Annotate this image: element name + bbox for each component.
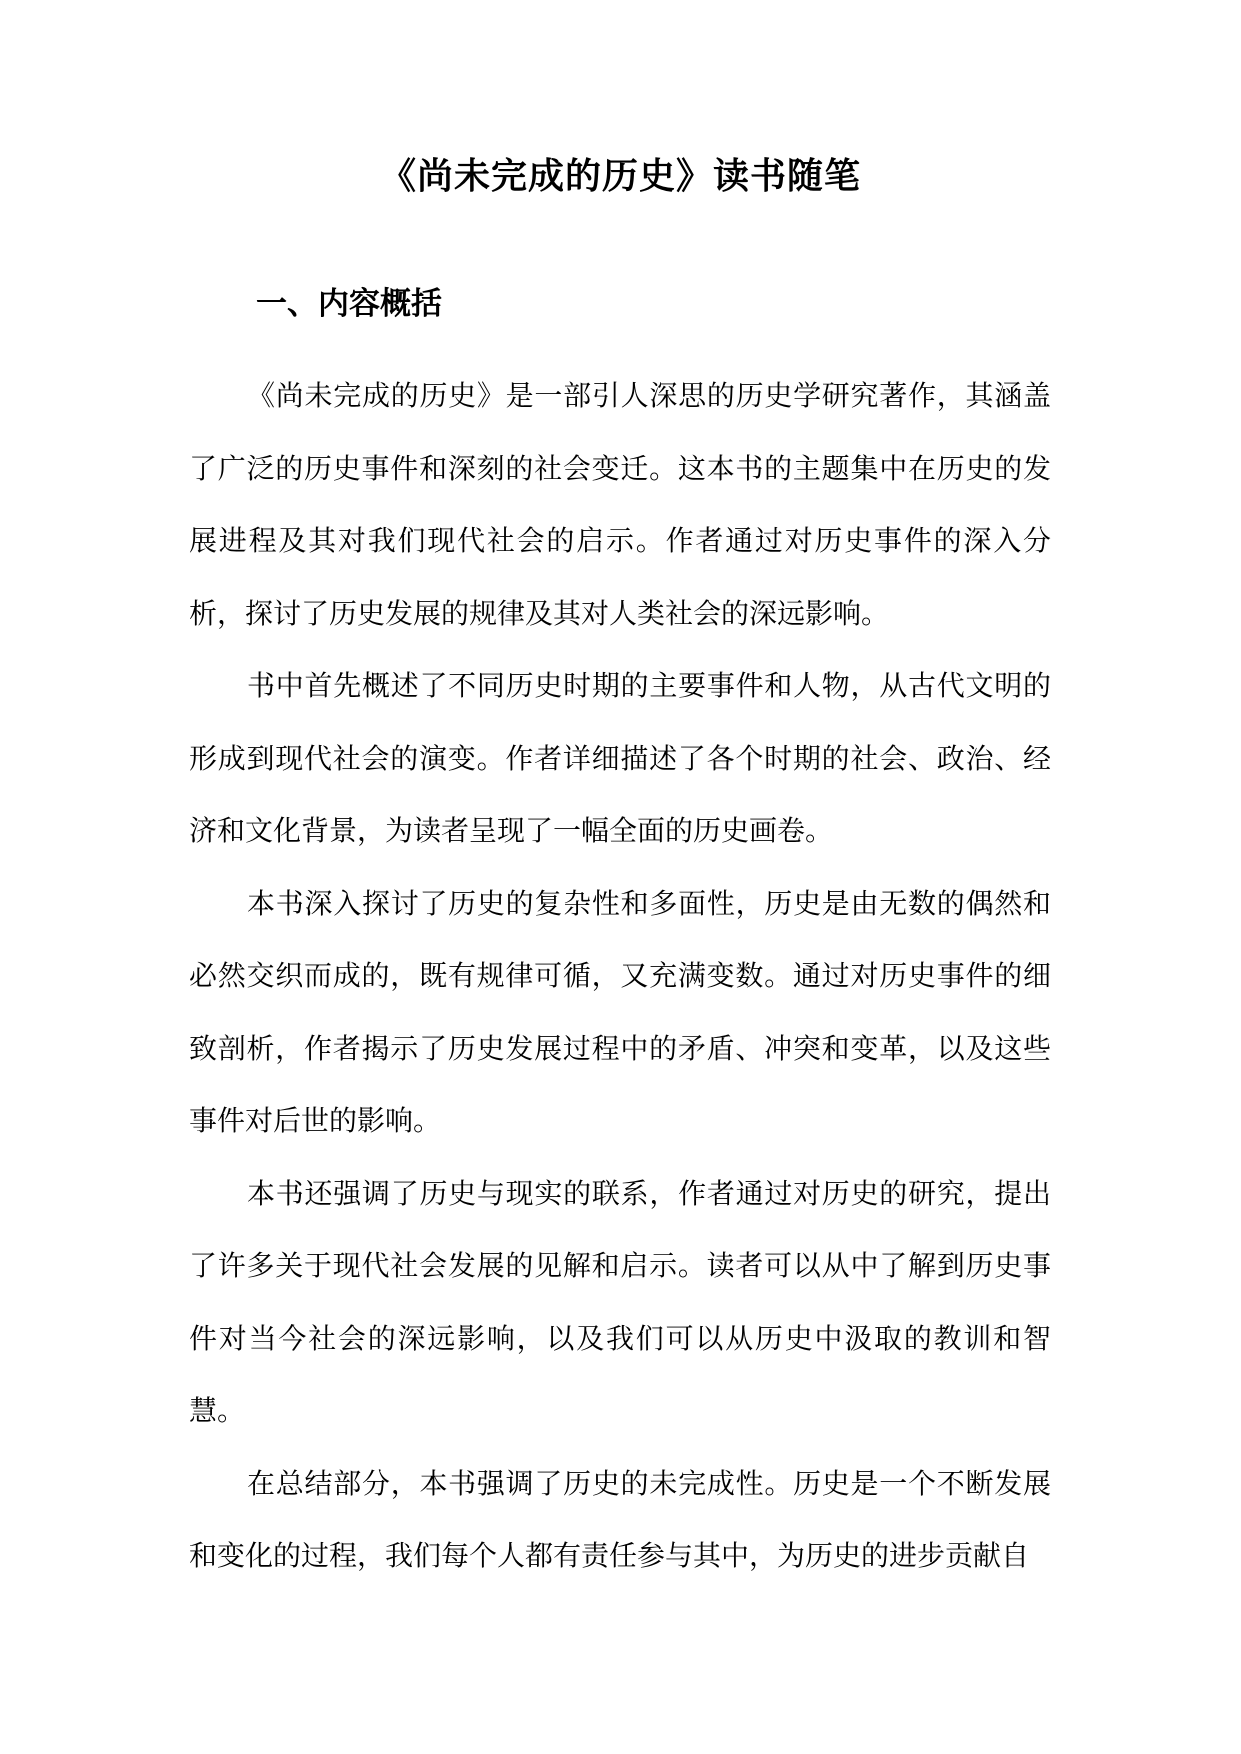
section-heading: 一、内容概括 [256, 286, 442, 322]
paragraph-3: 本书深入探讨了历史的复杂性和多面性，历史是由无数的偶然和必然交织而成的，既有规律可循，又充满变数。通过对历史事件的细致剖析，作者揭示了历史发展过程中的矛盾、冲突和变革，以及这些事件对后世的影响。 [189, 886, 1051, 1137]
paragraph-1: 《尚未完成的历史》是一部引人深思的历史学研究著作，其涵盖了广泛的历史事件和深刻的社会变迁。这本书的主题集中在历史的发展进程及其对我们现代社会的启示。作者通过对历史事件的深入分析，探讨了历史发展的规律及其对人类社会的深远影响。 [189, 379, 1051, 630]
paragraph-5: 在总结部分，本书强调了历史的未完成性。历史是一个不断发展和变化的过程，我们每个人都有责任参与其中，为历史的进步贡献自 [189, 1466, 1051, 1572]
paragraph-2: 书中首先概述了不同历史时期的主要事件和人物，从古代文明的形成到现代社会的演变。作者详细描述了各个时期的社会、政治、经济和文化背景，为读者呈现了一幅全面的历史画卷。 [189, 669, 1051, 847]
body-text [189, 360, 1051, 1593]
paragraph-4: 本书还强调了历史与现实的联系，作者通过对历史的研究，提出了许多关于现代社会发展的见解和启示。读者可以从中了解到历史事件对当今社会的深远影响，以及我们可以从历史中汲取的教训和智慧。 [189, 1176, 1051, 1427]
document-title: 《尚未完成的历史》读书随笔 [379, 155, 861, 197]
